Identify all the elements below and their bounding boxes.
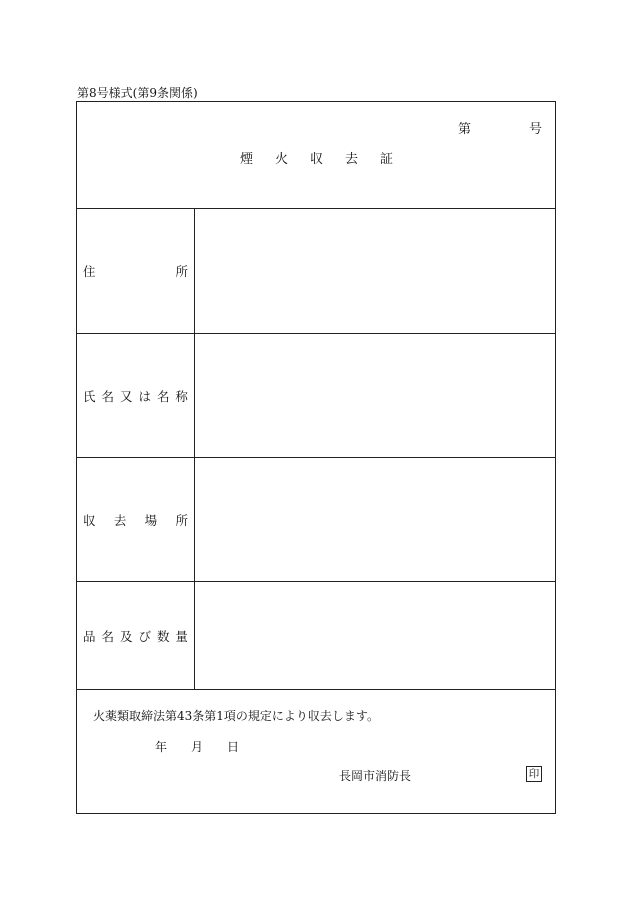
seizure-place-label bbox=[77, 458, 195, 581]
label-char: 氏 bbox=[83, 388, 96, 404]
date-line bbox=[155, 738, 263, 755]
title-char: 証 bbox=[380, 152, 394, 167]
header-cell bbox=[77, 102, 555, 209]
label-char: 名 bbox=[101, 388, 114, 404]
date-month: 月 bbox=[191, 740, 204, 754]
label-char: 住 bbox=[83, 264, 96, 279]
title-char: 煙 bbox=[240, 152, 254, 167]
address-field[interactable] bbox=[195, 209, 555, 333]
item-quantity-field[interactable] bbox=[195, 582, 555, 689]
date-day: 日 bbox=[227, 740, 240, 754]
label-char: 品 bbox=[83, 628, 96, 644]
label-char: 又 bbox=[119, 388, 133, 404]
label-char: 所 bbox=[175, 512, 188, 528]
title-char: 火 bbox=[275, 152, 289, 167]
number-suffix: 号 bbox=[529, 122, 543, 137]
title-char: 去 bbox=[345, 152, 359, 167]
fire-chief-signatory: 長岡市消防長 bbox=[339, 769, 412, 783]
row-item-quantity bbox=[77, 582, 555, 690]
seal-mark: 印 bbox=[526, 766, 542, 782]
title-char: 収 bbox=[310, 152, 324, 167]
label-char: 場 bbox=[144, 512, 158, 528]
label-char: 称 bbox=[175, 388, 188, 404]
form-number-label: 第8号様式(第9条関係) bbox=[77, 86, 198, 100]
label-char: 所 bbox=[175, 264, 188, 279]
seizure-place-field[interactable] bbox=[195, 458, 555, 581]
row-seizure-place bbox=[77, 458, 555, 582]
label-char: 去 bbox=[113, 512, 127, 528]
label-char: び bbox=[138, 628, 151, 644]
label-char: 名 bbox=[156, 388, 170, 404]
name-field[interactable] bbox=[195, 334, 555, 457]
row-address bbox=[77, 209, 555, 334]
footer-cell bbox=[77, 690, 555, 814]
address-label bbox=[77, 209, 195, 333]
label-char: 収 bbox=[83, 512, 96, 528]
document-title bbox=[240, 148, 415, 167]
label-char: 量 bbox=[175, 628, 188, 644]
certificate-frame bbox=[76, 101, 556, 814]
label-char: は bbox=[138, 388, 151, 404]
row-name bbox=[77, 334, 555, 458]
label-char: 数 bbox=[156, 628, 170, 644]
date-year: 年 bbox=[155, 740, 168, 754]
legal-statement: 火薬類取締法第43条第1項の規定により収去します。 bbox=[93, 709, 379, 723]
label-char: 名 bbox=[101, 628, 114, 644]
label-char: 及 bbox=[119, 628, 133, 644]
name-label bbox=[77, 334, 195, 457]
number-prefix: 第 bbox=[458, 122, 472, 137]
item-quantity-label bbox=[77, 582, 195, 689]
